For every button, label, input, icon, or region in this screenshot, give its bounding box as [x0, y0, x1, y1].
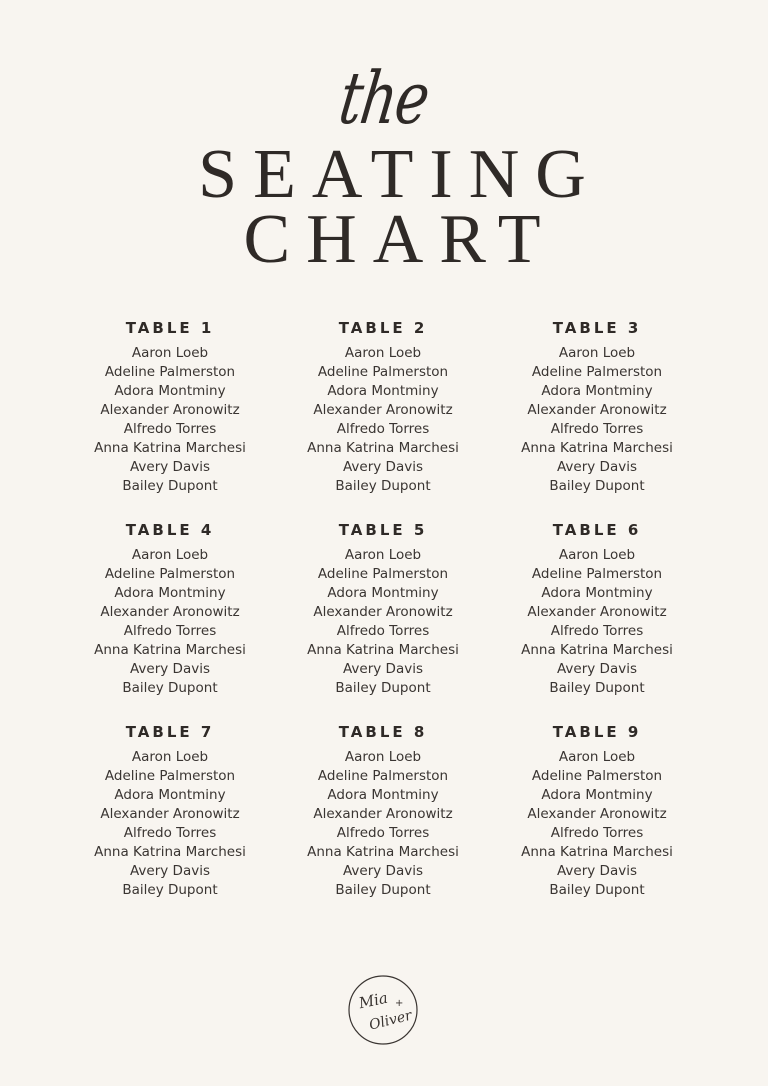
- tables-grid: [64, 318, 704, 900]
- guest-name: Aaron Loeb: [558, 345, 636, 361]
- table-block-8: [276, 722, 490, 900]
- monogram-logo: [345, 972, 421, 1048]
- table-heading: TABLE 6: [552, 521, 642, 539]
- guest-name: Alfredo Torres: [550, 421, 644, 437]
- guest-name: Alexander Aronowitz: [527, 402, 667, 418]
- guest-name: Alexander Aronowitz: [527, 806, 667, 822]
- guest-name: Adora Montminy: [114, 585, 226, 601]
- guest-name: Adora Montminy: [327, 383, 439, 399]
- guest-name: Avery Davis: [556, 459, 637, 475]
- guest-name: Alfredo Torres: [336, 825, 430, 841]
- guest-name: Alexander Aronowitz: [100, 604, 240, 620]
- guest-name: Alfredo Torres: [123, 623, 217, 639]
- guest-name: Aaron Loeb: [558, 749, 636, 765]
- guest-name: Alexander Aronowitz: [313, 604, 453, 620]
- guest-name: Bailey Dupont: [549, 680, 645, 696]
- title-prefix: the: [334, 56, 434, 140]
- monogram-name2: Oliver: [367, 1007, 414, 1034]
- guest-name: Adeline Palmerston: [104, 768, 236, 784]
- table-block-9: [490, 722, 704, 900]
- monogram-plus: +: [395, 998, 404, 1009]
- guest-name: Adeline Palmerston: [531, 768, 663, 784]
- guest-name: Bailey Dupont: [335, 478, 431, 494]
- guest-name: Bailey Dupont: [335, 680, 431, 696]
- table-heading: TABLE 8: [338, 723, 428, 741]
- guest-name: Aaron Loeb: [131, 749, 209, 765]
- table-block-1: [64, 318, 276, 496]
- table-heading: TABLE 1: [125, 319, 215, 337]
- title-line-chart: CHART: [243, 201, 557, 278]
- guest-name: Avery Davis: [129, 459, 210, 475]
- guest-name: Anna Katrina Marchesi: [307, 844, 459, 860]
- guest-name: Bailey Dupont: [335, 882, 431, 898]
- guest-name: Adora Montminy: [327, 585, 439, 601]
- table-heading: TABLE 9: [552, 723, 642, 741]
- guest-name: Avery Davis: [556, 661, 637, 677]
- guest-name: Adora Montminy: [541, 383, 653, 399]
- guest-name: Bailey Dupont: [549, 882, 645, 898]
- guest-name: Adeline Palmerston: [317, 768, 449, 784]
- guest-name: Aaron Loeb: [131, 547, 209, 563]
- table-heading: TABLE 2: [338, 319, 428, 337]
- table-heading: TABLE 4: [125, 521, 215, 539]
- guest-name: Avery Davis: [342, 459, 423, 475]
- guest-name: Alfredo Torres: [123, 825, 217, 841]
- guest-name: Anna Katrina Marchesi: [94, 844, 246, 860]
- guest-name: Aaron Loeb: [344, 749, 422, 765]
- guest-name: Bailey Dupont: [122, 680, 218, 696]
- guest-name: Anna Katrina Marchesi: [307, 642, 459, 658]
- table-block-4: [64, 520, 276, 698]
- table-block-6: [490, 520, 704, 698]
- table-block-5: [276, 520, 490, 698]
- guest-name: Anna Katrina Marchesi: [521, 844, 673, 860]
- guest-name: Avery Davis: [342, 661, 423, 677]
- table-heading: TABLE 3: [552, 319, 642, 337]
- guest-name: Alfredo Torres: [336, 623, 430, 639]
- guest-name: Alfredo Torres: [336, 421, 430, 437]
- guest-name: Avery Davis: [556, 863, 637, 879]
- guest-name: Adeline Palmerston: [531, 566, 663, 582]
- guest-name: Aaron Loeb: [344, 547, 422, 563]
- guest-name: Alexander Aronowitz: [100, 402, 240, 418]
- guest-name: Avery Davis: [129, 863, 210, 879]
- guest-name: Adora Montminy: [327, 787, 439, 803]
- guest-name: Adora Montminy: [114, 383, 226, 399]
- guest-name: Alfredo Torres: [550, 825, 644, 841]
- table-heading: TABLE 5: [338, 521, 428, 539]
- guest-name: Bailey Dupont: [122, 478, 218, 494]
- table-block-7: [64, 722, 276, 900]
- guest-name: Avery Davis: [129, 661, 210, 677]
- guest-name: Anna Katrina Marchesi: [307, 440, 459, 456]
- guest-name: Bailey Dupont: [122, 882, 218, 898]
- table-heading: TABLE 7: [125, 723, 215, 741]
- guest-name: Adeline Palmerston: [317, 566, 449, 582]
- guest-name: Alfredo Torres: [123, 421, 217, 437]
- guest-name: Avery Davis: [342, 863, 423, 879]
- guest-name: Aaron Loeb: [131, 345, 209, 361]
- guest-name: Adeline Palmerston: [531, 364, 663, 380]
- guest-name: Alexander Aronowitz: [313, 402, 453, 418]
- guest-name: Alexander Aronowitz: [313, 806, 453, 822]
- monogram-name1: Mia: [357, 988, 390, 1013]
- guest-name: Anna Katrina Marchesi: [94, 440, 246, 456]
- guest-name: Bailey Dupont: [549, 478, 645, 494]
- table-block-3: [490, 318, 704, 496]
- guest-name: Alfredo Torres: [550, 623, 644, 639]
- guest-name: Alexander Aronowitz: [100, 806, 240, 822]
- table-block-2: [276, 318, 490, 496]
- guest-name: Adora Montminy: [541, 787, 653, 803]
- title-line-seating: SEATING: [198, 136, 602, 213]
- guest-name: Adora Montminy: [541, 585, 653, 601]
- guest-name: Anna Katrina Marchesi: [521, 642, 673, 658]
- guest-name: Anna Katrina Marchesi: [94, 642, 246, 658]
- guest-name: Aaron Loeb: [344, 345, 422, 361]
- guest-name: Adeline Palmerston: [317, 364, 449, 380]
- guest-name: Adeline Palmerston: [104, 364, 236, 380]
- guest-name: Adeline Palmerston: [104, 566, 236, 582]
- guest-name: Alexander Aronowitz: [527, 604, 667, 620]
- guest-name: Anna Katrina Marchesi: [521, 440, 673, 456]
- guest-name: Aaron Loeb: [558, 547, 636, 563]
- guest-name: Adora Montminy: [114, 787, 226, 803]
